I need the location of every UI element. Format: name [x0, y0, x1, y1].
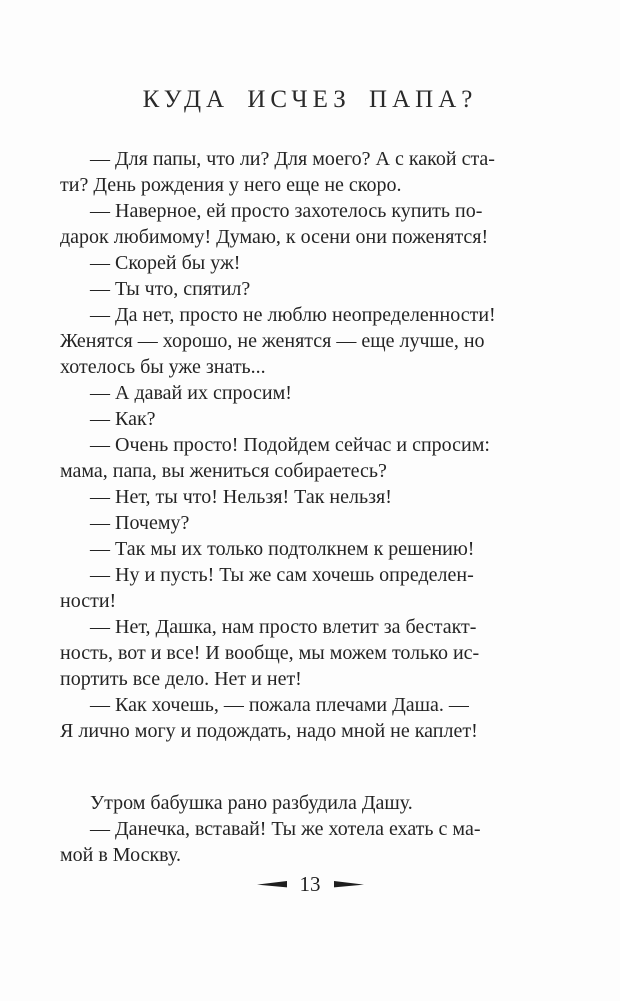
text-line: — Ну и пусть! Ты же сам хочешь определен- — [90, 564, 474, 586]
text-line: мой в Москву. — [60, 844, 181, 866]
text-line: — Для папы, что ли? Для моего? А с какой ста- — [90, 148, 495, 170]
text-line: Утром бабушка рано разбудила Дашу. — [90, 792, 413, 814]
text-line: Женятся — хорошо, не женятся — еще лучше, но — [60, 330, 485, 352]
text-line: — Наверное, ей просто захотелось купить по- — [90, 200, 483, 222]
text-line: хотелось бы уже знать... — [60, 356, 266, 378]
paragraph — [60, 250, 532, 276]
text-line: — Как хочешь, — пожала плечами Даша. — — [90, 694, 469, 716]
text-line: — Как? — [90, 408, 156, 430]
text-line: — Ты что, спятил? — [90, 278, 251, 300]
text-line: дарок любимому! Думаю, к осени они поженятся! — [60, 226, 489, 248]
text-line: — Скорей бы уж! — [90, 252, 241, 274]
paragraph — [60, 790, 532, 816]
page-footer — [0, 874, 620, 895]
text-line: — Нет, Дашка, нам просто влетит за бестакт- — [90, 616, 477, 638]
chapter-title: КУДА ИСЧЕЗ ПАПА? — [142, 86, 478, 113]
paragraph — [60, 510, 532, 536]
text-line: — Да нет, просто не люблю неопределенности! — [90, 304, 496, 326]
text-line: ность, вот и все! И вообще, мы можем только ис- — [60, 642, 480, 664]
paragraph — [60, 432, 532, 484]
paragraph — [60, 536, 532, 562]
page-text — [60, 146, 532, 868]
page-number: 13 — [299, 872, 321, 896]
paragraph — [60, 276, 532, 302]
text-line: — Нет, ты что! Нельзя! Так нельзя! — [90, 486, 392, 508]
paragraph — [60, 614, 532, 692]
text-line: ти? День рождения у него еще не скоро. — [60, 174, 402, 196]
paragraph — [60, 692, 532, 744]
right-ornament-dash-icon — [334, 880, 364, 889]
text-line: ности! — [60, 590, 117, 612]
paragraph — [60, 198, 532, 250]
paragraph — [60, 302, 532, 380]
text-line: портить все дело. Нет и нет! — [60, 668, 302, 690]
text-line: — А давай их спросим! — [90, 382, 292, 404]
text-line: — Так мы их только подтолкнем к решению! — [90, 538, 475, 560]
text-line: мама, папа, вы жениться собираетесь? — [60, 460, 387, 482]
paragraph — [60, 562, 532, 614]
left-ornament-dash-icon — [257, 880, 287, 889]
text-line: — Очень просто! Подойдем сейчас и спросим: — [90, 434, 490, 456]
paragraph — [60, 406, 532, 432]
text-line: — Почему? — [90, 512, 190, 534]
text-line: — Данечка, вставай! Ты же хотела ехать с ма- — [90, 818, 481, 840]
paragraph — [60, 816, 532, 868]
paragraph — [60, 484, 532, 510]
text-line: Я лично могу и подождать, надо мной не каплет! — [60, 720, 478, 742]
paragraph — [60, 380, 532, 406]
paragraph — [60, 146, 532, 198]
